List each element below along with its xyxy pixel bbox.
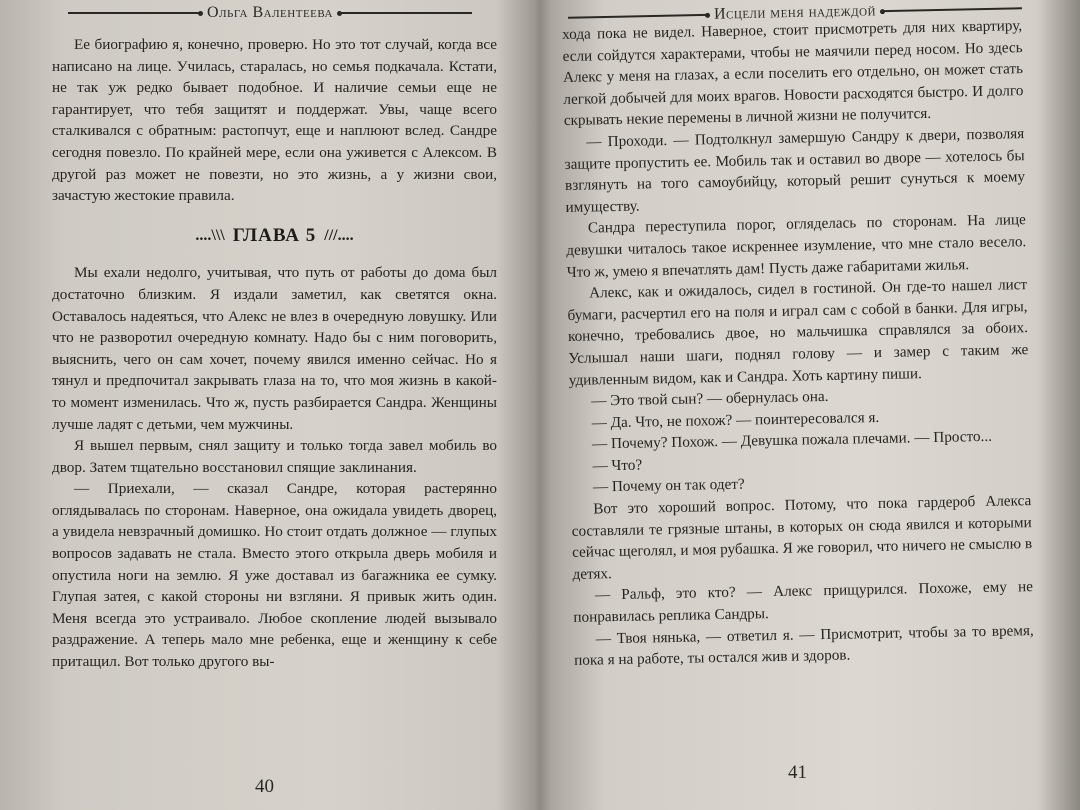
left-running-head	[60, 0, 480, 26]
paragraph: — Что?	[592, 456, 643, 475]
ornament-rule	[68, 12, 199, 14]
paragraph: Сандра переступила порог, огляделась по сторонам. На лице девушки читалось такое искреннее изумление, что мне стало весело. Что ж, умею я впечатлять дам! Пусть даже габаритами жилья.	[566, 211, 1027, 281]
ornament-rule	[884, 7, 1022, 12]
left-page	[0, 0, 530, 810]
paragraph: Алекс, как и ожидалось, сидел в гостиной. Он где-то нашел лист бумаги, расчертил его на поля и играл сам с собой в банки. Для игры, конечно, требовались двое, но мальчишка справлялся за обоих. Услышал наши шаги, поднял голову — и замер с таким же удивленным видом, как и Сандра. Хоть картину пиши.	[567, 276, 1029, 389]
paragraph: Мы ехали недолго, учитывая, что путь от работы до дома был достаточно близким. Я издали заметил, как светятся окна. Оставалось надеяться, что Алекс не влез в очередную ловушку. Или что не разворотил очередную комнату. Надо бы с ним поговорить, выяснить, чего он сам хочет, почему явился именно сейчас. Но я тянул и предпочитал закрывать глаза на то, что моя жизнь в какой-то момент изменилась. Что ж, пусть разбирается Сандра. Женщины лучше ладят с детьми, чем мужчины.	[52, 264, 497, 433]
paragraph: — Почему он так одет?	[592, 476, 745, 496]
chapter-heading	[52, 225, 497, 247]
page-number: 40	[255, 776, 274, 797]
author-name: Ольга Валентеева	[207, 4, 333, 21]
book-title: Исцели меня надеждой	[713, 2, 877, 23]
paragraph: — Да. Что, не похож? — поинтересовался я.	[591, 408, 880, 432]
paragraph: Вот это хороший вопрос. Потому, что пока гардероб Алекса составляли те грязные штаны, в которых он сюда явился и которыми сейчас щеголял, и моя рубашка. Я же говорил, что ничего не смыслю в детях.	[571, 492, 1033, 583]
paragraph: — Это твой сын? — обернулась она.	[591, 388, 829, 410]
paragraph: — Ральф, это кто? — Алекс прищурился. Похоже, ему не понравилась реплика Сандры.	[573, 578, 1034, 626]
ornament-rule	[341, 12, 472, 14]
paragraph: — Твоя нянька, — ответил я. — Присмотрит, чтобы за то время, пока я на работе, ты остался жив и здоров.	[574, 621, 1034, 670]
paragraph: — Приехали, — сказал Сандре, которая растерянно оглядывалась по сторонам. Наверное, она ожидала увидеть дворец, а увидела невзрачный домишко. Но стоит отдать должное — глупых вопросов задавать не стала. Вместо этого открыла дверь мобиля и опустила ноги на землю. Я уже доставал из багажника ее сумку. Глупая затея, с какой стороны ни взгляни. Я привык жить один. Меня всегда это устраивало. Любое скопление людей вызывало раздражение. А теперь мало мне ребенка, еще и женщину к себе притащил. Вот только другого вы-	[52, 480, 497, 671]
right-body-text	[562, 15, 1034, 672]
ornament-rule	[568, 14, 706, 19]
paragraph: — Проходи. — Подтолкнул замершую Сандру к двери, позволяя защите пропустить ее. Мобиль так и оставил во дворе — хотелось бы взглянуть на того самоубийцу, который решит сунуться к моему имуществу.	[564, 125, 1026, 216]
ornament-right-icon: ///....	[324, 226, 354, 244]
paragraph: Ее биографию я, конечно, проверю. Но это тот случай, когда все написано на лице. Училась, старалась, но семья подкачала. Кстати, не так уж редко бывает подобное. И наличие семьи еще не гарантирует, что тебя защитят и поддержат. Увы, чаще всего сталкивался с обратным: растопчут, еще и наплюют вслед. Сандре сегодня повезло. По крайней мере, если она уживется с Алексом. В другой раз может не повезти, но это жизнь, а у жизни свои, зачастую жестокие правила.	[52, 36, 497, 205]
paragraph: — Почему? Похож. — Девушка пожала плечами. — Просто...	[591, 428, 993, 453]
paragraph: Я вышел первым, снял защиту и только тогда завел мобиль во двор. Затем тщательно восстановил спящие заклинания.	[52, 437, 497, 476]
left-body-text	[52, 34, 497, 673]
right-page	[540, 0, 1080, 810]
ornament-left-icon: ....\\\	[195, 226, 225, 244]
page-number: 41	[788, 762, 807, 783]
chapter-title: ГЛАВА 5	[232, 224, 317, 246]
paragraph: хода пока не видел. Наверное, стоит присмотреть для них квартиру, если сойдутся характерами, чтобы не маячили перед носом. Но здесь Алекс у меня на глазах, а если поселить его отдельно, он может стать легкой добычей для моих врагов. Новости расходятся быстро. И долго скрывать некие перемены в личной жизни не получится.	[562, 17, 1024, 130]
